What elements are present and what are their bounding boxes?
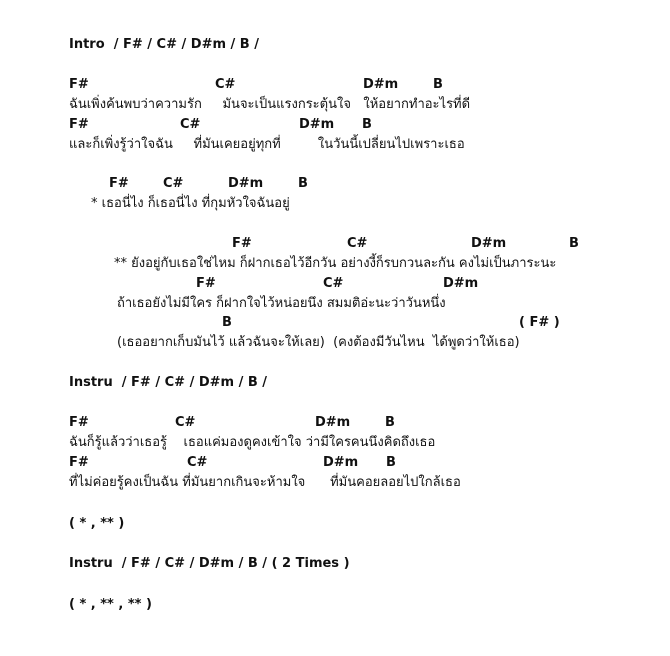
chord: B [386,455,396,470]
verse-2-lyric-2: ที่ไม่ค่อยรู้คงเป็นฉัน ที่มันยากเกินจะห้ามใจ ที่มันคอยลอยไปใกล้เธอ [69,475,461,490]
chord: B [222,315,232,330]
chord: F# [69,415,89,430]
pre-chorus-lyric: * เธอนี่ไง ก็เธอนี่ไง ที่กุมหัวใจฉันอยู่ [91,196,290,211]
chord: F# [232,236,252,251]
chord: D#m [323,455,359,470]
chord: B [385,415,395,430]
chord: F# [69,455,89,470]
chord: D#m [299,117,335,132]
chord: C# [323,276,344,291]
chorus-lyric-3: (เธออยากเก็บมันไว้ แล้วฉันจะให้เลย) (คงต้องมีวันไหน ได้พูดว่าให้เธอ) [117,335,520,350]
intro-line: Intro / F# / C# / D#m / B / [69,37,259,52]
repeat-line-1: ( * , ** ) [69,516,125,531]
chord: B [362,117,372,132]
instru-line-1: Instru / F# / C# / D#m / B / [69,375,268,390]
chord: C# [175,415,196,430]
chord: ( F# ) [519,315,560,330]
verse-2-lyric-1: ฉันก็รู้แล้วว่าเธอรู้ เธอแค่มองดูคงเข้าใจ ว่ามีใครคนนึงคิดถึงเธอ [69,435,436,450]
chord: B [298,176,308,191]
chord: C# [347,236,368,251]
chord: C# [187,455,208,470]
chord: D#m [443,276,479,291]
chord: F# [69,117,89,132]
verse-1-lyric-1: ฉันเพิ่งค้นพบว่าความรัก มันจะเป็นแรงกระตุ้นใจ ให้อยากทำอะไรที่ดี [69,97,471,112]
verse-1-lyric-2: และก็เพิ่งรู้ว่าใจฉัน ที่มันเคยอยู่ทุกที่ ในวันนี้เปลี่ยนไปเพราะเธอ [69,137,465,152]
chord: C# [180,117,201,132]
chord: F# [69,77,89,92]
chord: D#m [228,176,264,191]
chord: C# [215,77,236,92]
instru-line-2: Instru / F# / C# / D#m / B / ( 2 Times ) [69,556,350,571]
chord: C# [163,176,184,191]
chord: D#m [471,236,507,251]
chorus-lyric-2: ถ้าเธอยังไม่มีใคร ก็ฝากใจไว้หน่อยนึง สมมติอ่ะนะว่าวันหนึ่ง [117,296,446,311]
chord: D#m [315,415,351,430]
chord: B [569,236,579,251]
chord: F# [109,176,129,191]
chord: B [433,77,443,92]
repeat-line-2: ( * , ** , ** ) [69,597,152,612]
chorus-lyric-1: ** ยังอยู่กับเธอใช่ไหม ก็ฝากเธอไว้อีกวัน อย่างงี้ก็รบกวนละกัน คงไม่เป็นภาระนะ [114,256,557,271]
chord: F# [196,276,216,291]
chord: D#m [363,77,399,92]
